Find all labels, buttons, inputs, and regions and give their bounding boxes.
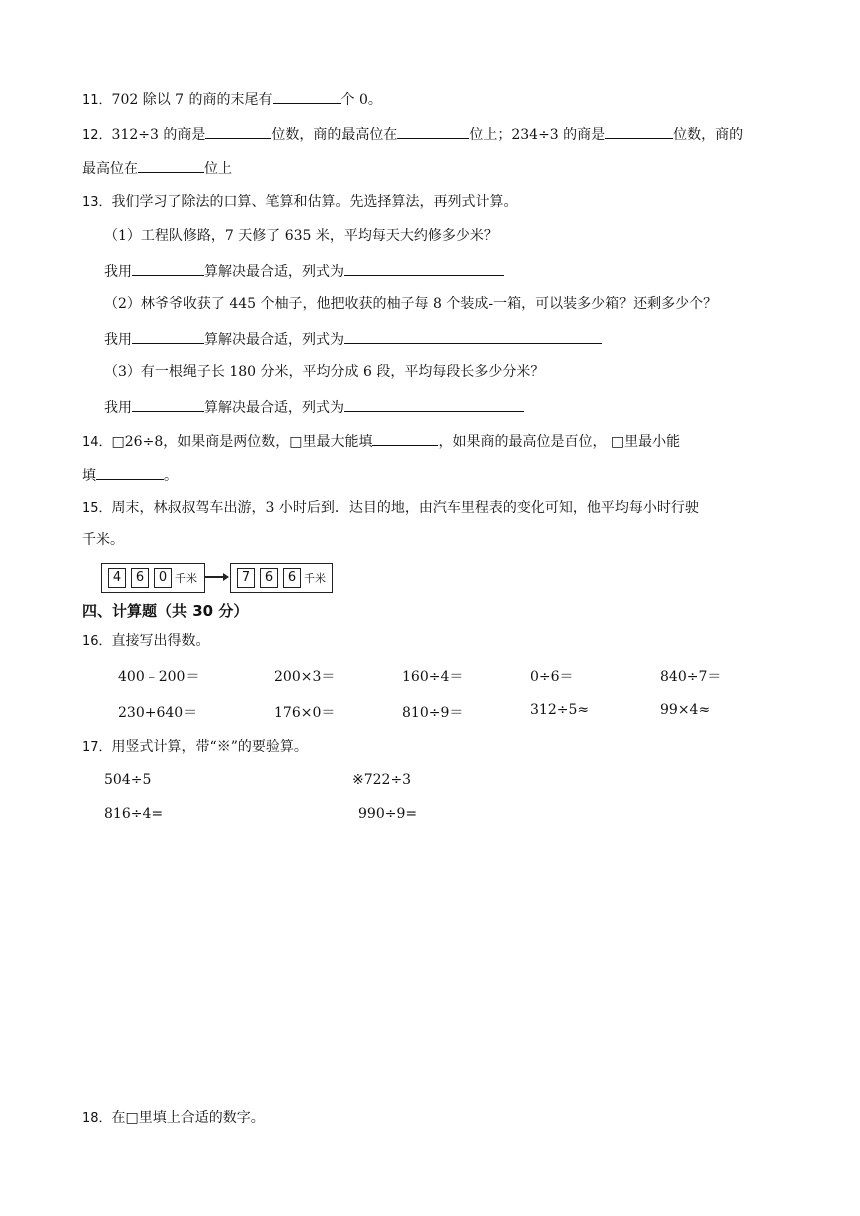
- answer-text: 算解决最合适，列式为: [204, 332, 344, 348]
- odometer-digit: 7: [237, 568, 255, 588]
- answer-blank[interactable]: [132, 396, 204, 412]
- question-number: 14．: [82, 435, 112, 450]
- odometer-digit: 6: [260, 568, 278, 588]
- question-12-cont: [82, 157, 232, 179]
- calc-item: 816÷4=: [104, 806, 164, 822]
- odometer-digit: 0: [154, 568, 172, 588]
- question-number: 16．: [82, 634, 112, 649]
- question-number: 17．: [82, 740, 112, 755]
- answer-blank[interactable]: [273, 88, 341, 104]
- answer-blank[interactable]: [344, 328, 602, 344]
- question-text: 位数，商的最高位在: [271, 127, 398, 143]
- question-15: [82, 498, 699, 519]
- question-text: 填: [82, 468, 96, 484]
- question-text: 702 除以 7 的商的末尾有: [111, 92, 273, 108]
- question-number: 13．: [82, 195, 112, 210]
- answer-blank[interactable]: [132, 328, 204, 344]
- question-text: 312÷3 的商是: [111, 127, 206, 143]
- question-text: 在□里填上合适的数字。: [111, 1110, 265, 1126]
- calc-item: 160÷4＝: [402, 669, 464, 685]
- question-12: [82, 123, 743, 146]
- question-number: 18．: [82, 1111, 112, 1126]
- question-text: 个 0。: [340, 92, 382, 108]
- question-number: 11．: [82, 93, 112, 108]
- odometer-end: [230, 563, 333, 593]
- odometer-start: [101, 563, 205, 593]
- question-text: 直接写出得数。: [111, 633, 210, 649]
- answer-blank[interactable]: [605, 123, 673, 139]
- question-15-cont: 千米。: [82, 532, 124, 548]
- section-title: 四、计算题（共 30 分）: [82, 602, 249, 620]
- right-arrow-icon: [205, 576, 227, 578]
- answer-prefix: 我用: [104, 264, 132, 280]
- question-13-answer3: [104, 396, 524, 418]
- calc-item: 99×4≈: [660, 702, 711, 718]
- question-text: 位上；234÷3 的商是: [469, 127, 606, 143]
- question-14-cont: [82, 464, 178, 486]
- answer-blank[interactable]: [132, 260, 204, 276]
- calc-item: 504÷5: [104, 772, 152, 788]
- question-text: □26÷8，如果商是两位数，□里最大能填: [111, 434, 373, 450]
- answer-blank[interactable]: [96, 464, 164, 480]
- calc-item: 990÷9=: [358, 806, 418, 822]
- answer-blank[interactable]: [344, 396, 524, 412]
- question-13-sub3: （3）有一根绳子长 180 分米，平均分成 6 段，平均每段长多少分米？: [104, 364, 545, 380]
- question-14: [82, 430, 680, 453]
- calc-item: ※722÷3: [352, 772, 412, 788]
- answer-blank[interactable]: [205, 123, 271, 139]
- odometer-unit: 千米: [304, 572, 326, 585]
- question-13-sub1: （1）工程队修路，7 天修了 635 米，平均每天大约修多少米？: [104, 228, 498, 244]
- question-text: 位上: [204, 161, 232, 177]
- answer-blank[interactable]: [344, 260, 504, 276]
- answer-blank[interactable]: [138, 157, 204, 173]
- calc-item: 200×3＝: [274, 669, 336, 685]
- calc-item: 312÷5≈: [530, 702, 590, 718]
- odometer-digit: 6: [131, 568, 149, 588]
- calc-item: 400﹣200＝: [118, 669, 200, 685]
- answer-text: 算解决最合适，列式为: [204, 264, 344, 280]
- question-text: 我们学习了除法的口算、笔算和估算。先选择算法，再列式计算。: [111, 194, 518, 210]
- odometer-digit: 4: [108, 568, 126, 588]
- question-number: 15．: [82, 501, 112, 516]
- answer-blank[interactable]: [372, 430, 438, 446]
- question-17: [82, 737, 308, 758]
- question-text: ，如果商的最高位是百位， □里最小能: [438, 434, 681, 450]
- question-16: [82, 631, 210, 652]
- answer-blank[interactable]: [397, 123, 469, 139]
- answer-prefix: 我用: [104, 332, 132, 348]
- question-text: 用竖式计算，带“※”的要验算。: [111, 739, 308, 755]
- question-text: 周末，林叔叔驾车出游，3 小时后到．达目的地，由汽车里程表的变化可知，他平均每小时行驶: [111, 500, 699, 516]
- question-13-sub2: （2）林爷爷收获了 445 个柚子，他把收获的柚子每 8 个装成-一箱，可以装多少箱？还剩多少个？: [104, 296, 718, 312]
- question-13-answer1: [104, 260, 504, 282]
- question-text: 。: [164, 468, 178, 484]
- calc-item: 840÷7＝: [660, 669, 722, 685]
- question-number: 12．: [82, 128, 112, 143]
- question-13: [82, 192, 518, 213]
- question-text: 最高位在: [82, 161, 138, 177]
- answer-text: 算解决最合适，列式为: [204, 400, 344, 416]
- question-18: [82, 1108, 265, 1129]
- answer-prefix: 我用: [104, 400, 132, 416]
- odometer-unit: 千米: [175, 572, 197, 585]
- calc-item: 230+640＝: [118, 705, 198, 721]
- calc-item: 0÷6＝: [530, 669, 574, 685]
- calc-item: 176×0＝: [274, 705, 336, 721]
- question-text: 位数，商的: [673, 127, 744, 143]
- odometer-digit: 6: [283, 568, 301, 588]
- question-13-answer2: [104, 328, 602, 350]
- question-11: [82, 88, 382, 111]
- calc-item: 810÷9＝: [402, 705, 464, 721]
